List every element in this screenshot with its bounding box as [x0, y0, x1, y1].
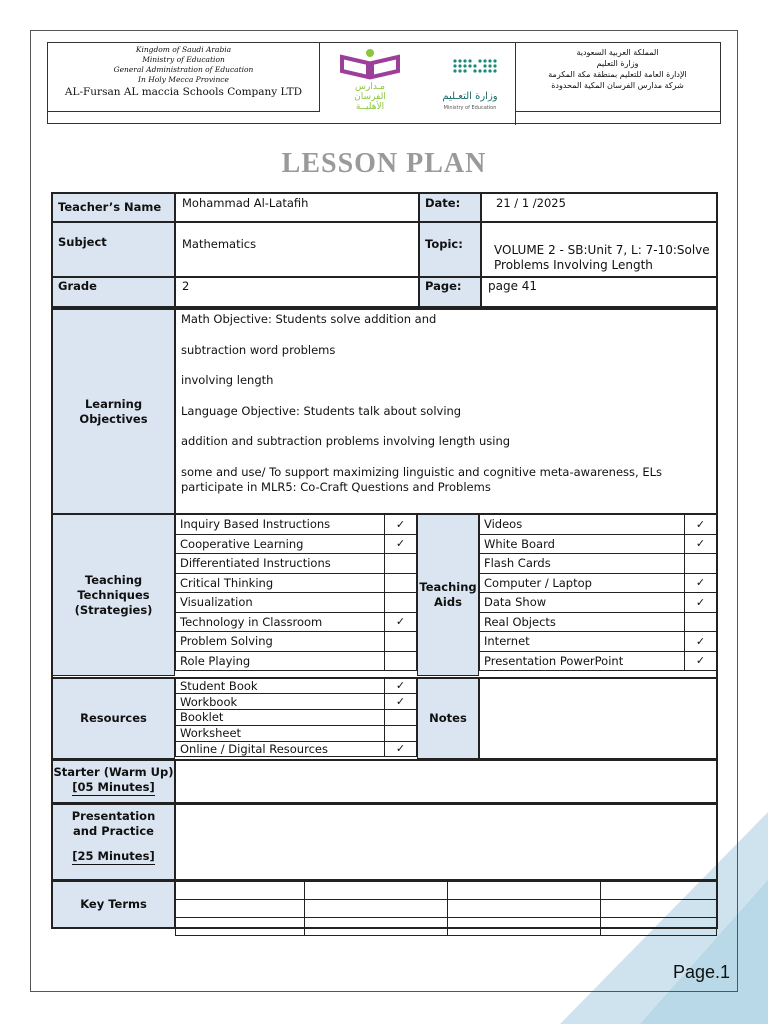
table-row	[176, 554, 417, 574]
objective-line: Language Objective: Students talk about solving	[181, 403, 462, 418]
page-title: LESSON PLAN	[281, 148, 487, 179]
checkbox[interactable]: ✓	[685, 534, 717, 554]
aid-name: Presentation PowerPoint	[480, 651, 685, 671]
table-row	[480, 593, 717, 613]
presentation-label	[52, 803, 175, 880]
key-term-cell[interactable]	[305, 900, 448, 918]
company-name: AL-Fursan AL maccia Schools Company LTD	[64, 86, 303, 98]
key-term-cell[interactable]	[448, 881, 601, 900]
key-term-cell[interactable]	[448, 900, 601, 918]
resources-table	[175, 677, 417, 757]
table-row	[176, 515, 417, 535]
checkbox[interactable]	[685, 554, 717, 574]
letterhead-arabic	[515, 43, 720, 111]
notes-label: Notes	[417, 677, 479, 759]
school-logo-icon	[320, 43, 515, 125]
checkbox[interactable]: ✓	[385, 515, 417, 535]
letterhead-line: المملكة العربية السعودية	[576, 48, 659, 57]
table-row	[480, 515, 717, 535]
table-row	[480, 612, 717, 632]
objective-line: subtraction word problems	[181, 342, 336, 357]
key-terms-table	[175, 880, 717, 936]
technique-name: Visualization	[176, 593, 385, 613]
table-row	[480, 534, 717, 554]
topic-label: Topic:	[419, 222, 481, 277]
techniques-table	[175, 514, 417, 671]
ministry-logo-text: وزارة التعـليم	[442, 91, 498, 102]
divider	[48, 111, 320, 112]
key-term-cell[interactable]	[448, 918, 601, 936]
aid-name: Internet	[480, 632, 685, 652]
starter-field[interactable]	[175, 759, 717, 803]
technique-name: Critical Thinking	[176, 573, 385, 593]
key-term-cell[interactable]	[305, 881, 448, 900]
key-term-cell[interactable]	[305, 918, 448, 936]
topic-value: VOLUME 2 - SB:Unit 7, L: 7-10:Solve Problems Involving Length	[481, 222, 717, 277]
checkbox[interactable]: ✓	[385, 678, 417, 694]
checkbox[interactable]: ✓	[385, 694, 417, 710]
table-row	[176, 534, 417, 554]
checkbox[interactable]: ✓	[685, 515, 717, 535]
letterhead-line: الإدارة العامة للتعليم بمنطقة مكة المكرمة	[548, 70, 687, 79]
letterhead-line: Kingdom of Saudi Arabia	[135, 45, 232, 54]
key-term-cell[interactable]	[601, 900, 717, 918]
grade-value: 2	[175, 277, 419, 307]
presentation-time: [25 Minutes]	[72, 849, 155, 863]
technique-name: Technology in Classroom	[176, 612, 385, 632]
key-terms-label: Key Terms	[52, 880, 175, 928]
table-row	[480, 632, 717, 652]
table-row	[176, 881, 717, 900]
aid-name: Data Show	[480, 593, 685, 613]
resource-name: Workbook	[176, 694, 385, 710]
aid-name: Real Objects	[480, 612, 685, 632]
technique-name: Cooperative Learning	[176, 534, 385, 554]
page-value: page 41	[481, 277, 717, 307]
table-row	[176, 593, 417, 613]
checkbox[interactable]	[385, 725, 417, 741]
starter-time: [05 Minutes]	[72, 780, 155, 794]
divider	[515, 111, 720, 112]
checkbox[interactable]: ✓	[685, 593, 717, 613]
technique-name: Differentiated Instructions	[176, 554, 385, 574]
aid-name: Computer / Laptop	[480, 573, 685, 593]
table-row	[176, 612, 417, 632]
subject-label: Subject	[52, 222, 175, 277]
table-row	[176, 725, 417, 741]
objectives-content	[175, 309, 717, 514]
checkbox[interactable]	[385, 573, 417, 593]
teacher-value: Mohammad Al-Latafih	[175, 193, 419, 222]
table-row	[176, 900, 717, 918]
key-term-cell[interactable]	[176, 900, 305, 918]
table-row	[480, 554, 717, 574]
checkbox[interactable]: ✓	[385, 741, 417, 757]
checkbox[interactable]	[385, 554, 417, 574]
aid-name: Flash Cards	[480, 554, 685, 574]
checkbox[interactable]: ✓	[685, 573, 717, 593]
checkbox[interactable]: ✓	[685, 632, 717, 652]
table-row	[176, 651, 417, 671]
school-logo-text-2: الفرسان	[354, 92, 386, 102]
letterhead-line: In Holy Mecca Province	[138, 75, 229, 84]
presentation-title: Presentation and Practice	[71, 809, 156, 838]
checkbox[interactable]	[385, 593, 417, 613]
checkbox[interactable]	[685, 612, 717, 632]
aids-label: Teaching Aids	[417, 514, 479, 676]
page-label: Page:	[419, 277, 481, 307]
checkbox[interactable]: ✓	[685, 651, 717, 671]
technique-name: Role Playing	[176, 651, 385, 671]
table-row	[176, 632, 417, 652]
aid-name: White Board	[480, 534, 685, 554]
key-term-cell[interactable]	[601, 881, 717, 900]
key-term-cell[interactable]	[176, 881, 305, 900]
resource-name: Worksheet	[176, 725, 385, 741]
resource-name: Student Book	[176, 678, 385, 694]
ministry-logo-icon	[453, 59, 496, 72]
objective-line: addition and subtraction problems involving length using	[181, 434, 511, 448]
checkbox[interactable]	[385, 651, 417, 671]
letterhead	[47, 42, 721, 124]
techniques-label: Teaching Techniques (Strategies)	[52, 514, 175, 676]
key-term-cell[interactable]	[601, 918, 717, 936]
checkbox[interactable]	[385, 710, 417, 726]
ministry-logo-subtext: Ministry of Education	[443, 105, 497, 111]
table-row	[176, 918, 717, 936]
technique-name: Inquiry Based Instructions	[176, 515, 385, 535]
table-row	[176, 741, 417, 757]
logos	[320, 43, 516, 125]
objectives-label: Learning Objectives	[52, 309, 175, 514]
letterhead-line: General Administration of Education	[113, 65, 254, 74]
objective-line: Math Objective: Students solve addition and	[181, 312, 437, 326]
resource-name: Booklet	[176, 710, 385, 726]
page-number: Page.1	[672, 962, 730, 982]
table-row	[480, 651, 717, 671]
resources-label: Resources	[52, 677, 175, 759]
starter-label	[52, 759, 175, 803]
table-row	[176, 573, 417, 593]
presentation-field[interactable]	[175, 803, 717, 880]
checkbox[interactable]: ✓	[385, 534, 417, 554]
letterhead-english	[48, 43, 320, 111]
letterhead-line: Ministry of Education	[142, 55, 225, 64]
letterhead-line: وزارة التعليم	[596, 59, 639, 68]
objective-line: involving length	[181, 373, 274, 387]
letterhead-line: شركة مدارس الفرسان المكية المحدودة	[551, 81, 684, 90]
table-row	[176, 710, 417, 726]
starter-title: Starter (Warm Up)	[53, 765, 174, 779]
aids-table	[479, 514, 717, 671]
key-term-cell[interactable]	[176, 918, 305, 936]
date-value: 21 / 1 /2025	[481, 193, 717, 222]
aid-name: Videos	[480, 515, 685, 535]
grade-label: Grade	[52, 277, 175, 307]
table-row	[176, 678, 417, 694]
subject-value: Mathematics	[175, 222, 419, 277]
checkbox[interactable]: ✓	[385, 612, 417, 632]
table-row	[480, 573, 717, 593]
checkbox[interactable]	[385, 632, 417, 652]
objective-line: some and use/ To support maximizing linguistic and cognitive meta-awareness, ELs participate in MLR5: Co-Craft Questions and Problems	[181, 464, 662, 494]
notes-field[interactable]	[479, 677, 717, 759]
resource-name: Online / Digital Resources	[176, 741, 385, 757]
school-logo-text-3: الأهليــة	[355, 102, 385, 112]
date-label: Date:	[419, 193, 481, 222]
school-logo-text-1: مـدارس	[354, 82, 386, 92]
teacher-label: Teacher’s Name	[52, 193, 175, 222]
technique-name: Problem Solving	[176, 632, 385, 652]
table-row	[176, 694, 417, 710]
